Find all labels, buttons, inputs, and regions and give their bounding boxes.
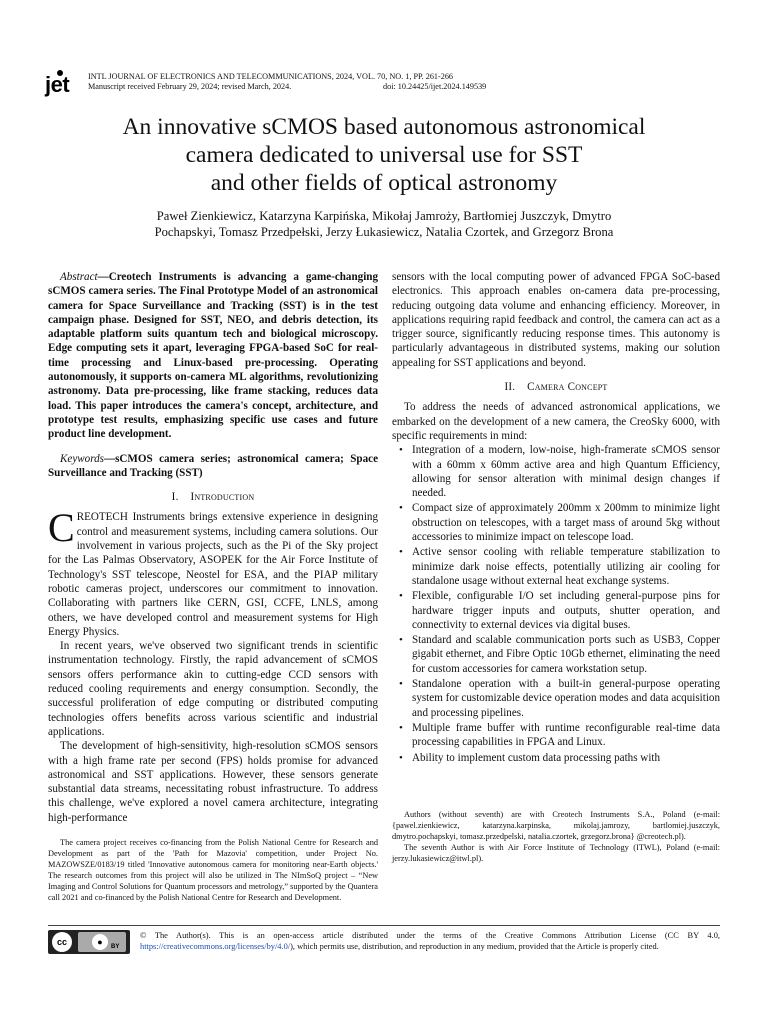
drop-cap: C bbox=[48, 505, 75, 551]
intro-paragraph-3-continued: sensors with the local computing power of advanced FPGA SoC-based electronics. This approach enables on-camera data pre-processing, reducing outgoing data volume and enhancing efficiency. Moreover, in applications requiring rapid feedback and control, the camera can act as a trigger source, significantly reducing response times. This autonomy is particularly advantageous in distributed systems, making our solution appealing for SST applications and beyond. bbox=[392, 271, 720, 369]
list-item: • Standalone operation with a built-in general-purpose operating system for customizable device operation modes and data acquisition and processing pipelines. bbox=[412, 677, 720, 720]
section-number: II. bbox=[504, 381, 516, 394]
journal-line: INTL JOURNAL OF ELECTRONICS AND TELECOMMUNICATIONS, 2024, VOL. 70, NO. 1, PP. 261-266 bbox=[88, 72, 454, 81]
intro-paragraph-1 bbox=[48, 505, 378, 639]
section-title: Camera Concept bbox=[527, 381, 608, 394]
intro-paragraph-1-text: REOTECH Instruments brings extensive experience in designing control and measurement systems, including camera solutions. Our involvement in various projects, such as the Pi of the Sky project for the Las Palmas Observatory, ASOPEK for the Air Force Institute of Technology's SST telescope, Neostel for ESA, and the PIAP military robotic cameras project, underscores our commitment to innovation. Collaborating with partners like CERN, GSI, CCFE, LNLS, among others, we have developed control and measurement systems for High Energy Physics. bbox=[48, 511, 378, 638]
list-item: • Standard and scalable communication ports such as USB3, Copper gigabit ethernet, and Fibre Optic 10Gb ethernet, eliminating the need for custom accessories for camera workstation setup. bbox=[412, 633, 720, 676]
list-item: • Flexible, configurable I/O set including general-purpose pins for hardware trigger inputs and outputs, shutter operation, and connectivity to external devices via digital buses. bbox=[412, 589, 720, 632]
title-line-1: An innovative sCMOS based autonomous astronomical bbox=[122, 114, 646, 140]
section-number: I. bbox=[171, 491, 179, 504]
keywords bbox=[48, 452, 378, 481]
authors-line-1: Paweł Zienkiewicz, Katarzyna Karpińska, Mikołaj Jamroży, Bartłomiej Juszczyk, Dmytro bbox=[156, 209, 612, 223]
title-line-2: camera dedicated to universal use for SST bbox=[185, 142, 583, 168]
by-panel bbox=[78, 932, 126, 952]
right-column bbox=[392, 270, 720, 766]
license-pre: © The Author(s). This is an open-access article distributed under the terms of the Creative Commons Attribution License (CC BY 4.0, bbox=[140, 931, 720, 940]
license-link[interactable]: https://creativecommons.org/licenses/by/4.0/ bbox=[140, 942, 291, 951]
cc-by-badge-icon bbox=[48, 930, 130, 954]
authors-line-2: Pochapskyi, Tomasz Przedpełski, Jerzy Łukasiewicz, Natalia Czortek, and Grzegorz Brona bbox=[154, 225, 614, 239]
manuscript-dates: Manuscript received February 29, 2024; revised March, 2024. bbox=[88, 82, 292, 91]
abstract-label: Abstract bbox=[60, 271, 98, 283]
list-item: • Active sensor cooling with reliable temperature stabilization to minimize dark noise effects, potentially utilizing air cooling for standalone usage without external heat exchange systems. bbox=[412, 545, 720, 588]
journal-logo bbox=[45, 70, 77, 98]
keywords-label: Keywords bbox=[60, 452, 104, 465]
section-heading-camera-concept bbox=[392, 380, 720, 394]
paper-title bbox=[60, 113, 708, 197]
section-title: Introduction bbox=[190, 491, 255, 504]
affiliation-2: The seventh Author is with Air Force Institute of Technology (ITWL), Poland (e-mail: jerzy.lukasiewicz@itwl.pl). bbox=[392, 842, 720, 863]
keywords-text: —sCMOS camera series; astronomical camera; Space Surveillance and Tracking (SST) bbox=[48, 452, 378, 479]
doi[interactable]: doi: 10.24425/ijet.2024.149539 bbox=[383, 82, 487, 91]
by-label: BY bbox=[111, 944, 120, 950]
attribution-person-icon: ● bbox=[92, 934, 108, 950]
cc-logo-icon: cc bbox=[52, 932, 72, 952]
license-divider bbox=[48, 925, 720, 926]
list-item: • Ability to implement custom data processing paths with bbox=[412, 751, 720, 765]
logo-text: jet bbox=[45, 72, 70, 97]
section-heading-introduction bbox=[48, 490, 378, 504]
list-item: • Multiple frame buffer with runtime reconfigurable real-time data processing capabilities in FPGA and Linux. bbox=[412, 721, 720, 750]
affiliation-1: Authors (without seventh) are with Creotech Instruments S.A., Poland (e-mail: {pawel.zienkiewicz, katarzyna.karpinska, mikolaj.jamrozy, bartlomiej.juszczyk, dmytro.pochapskyi, tomasz.przedpelski, natalia.czortek, grzegorz.brona} @creotech.pl). bbox=[392, 810, 720, 841]
abstract-text: —Creotech Instruments is advancing a game-changing sCMOS camera series. The Final Prototype Model of an astronomical camera for Space Surveillance and Tracking (SST) is in the test campaign phase. Designed for SST, NEO, and debris detection, its adaptable platform suits quantum tech and biological microscopy. Edge computing sets it apart, leveraging FPGA-based SoC for real-time processing and Linux-based pre-processing. Operating autonomously, it supports on-camera ML algorithms, revolutionizing astronomy. Data pre-processing, like frame stacking, reduces data load. This paper introduces the camera's concept, architecture, and prototype test results, emphasizing specific use cases and future product line development. bbox=[48, 271, 378, 441]
license-text bbox=[140, 930, 720, 952]
requirements-list bbox=[392, 443, 720, 765]
title-line-3: and other fields of optical astronomy bbox=[210, 170, 558, 196]
license-post: ), which permits use, distribution, and reproduction in any medium, provided that the Article is properly cited. bbox=[290, 942, 659, 951]
funding-text: The camera project receives co-financing from the Polish National Centre for Research and Development as part of the 'Path for Mazovia' competition, under Project No. MAZOWSZE/0183/19 titled 'Innovative autonomous camera for monitoring near-Earth objects.' The research outcomes from this project will also be utilized in The NImSoQ project – “New Imaging and Control Solutions for Quantum processors and metrology,” supported by the Quantera call 2021 and co-financed by the Polish National Centre for Research and Development. bbox=[48, 838, 378, 902]
affiliation-footnote bbox=[392, 810, 720, 865]
left-column bbox=[48, 270, 378, 825]
list-item: • Compact size of approximately 200mm x 200mm to minimize light obstruction on telescopes, with a target mass of around 5kg without accessories to minimize impact on telescope load. bbox=[412, 501, 720, 544]
concept-intro: To address the needs of advanced astronomical applications, we embarked on the development of a new camera, the CreoSky 6000, with specific requirements in mind: bbox=[392, 401, 720, 442]
intro-paragraph-2: In recent years, we've observed two significant trends in scientific instrumentation technology. Firstly, the rapid advancement of sCMOS sensors offers performance akin to cutting-edge CCD sensors with reduced cooling requirements and energy consumption. Secondly, the successful proliferation of edge computing or distributed computing technologies offers benefits across various scientific and industrial applications. bbox=[48, 640, 378, 738]
funding-footnote bbox=[48, 838, 378, 903]
journal-header bbox=[88, 72, 508, 92]
abstract bbox=[48, 270, 378, 442]
list-item: • Integration of a modern, low-noise, high-framerate sCMOS sensor with a 60mm x 60mm active area and high Quantum Efficiency, allowing for sensor alteration with minimal design changes if needed. bbox=[412, 443, 720, 500]
author-list bbox=[90, 208, 678, 240]
intro-paragraph-3: The development of high-sensitivity, high-resolution sCMOS sensors with a high frame rate per second (FPS) holds promise for advanced astronomical and SST applications. However, these sensors generate substantial data streams, necessitating robust infrastructure. To address this challenge, we've explored a novel camera architecture, integrating high-performance bbox=[48, 740, 378, 824]
